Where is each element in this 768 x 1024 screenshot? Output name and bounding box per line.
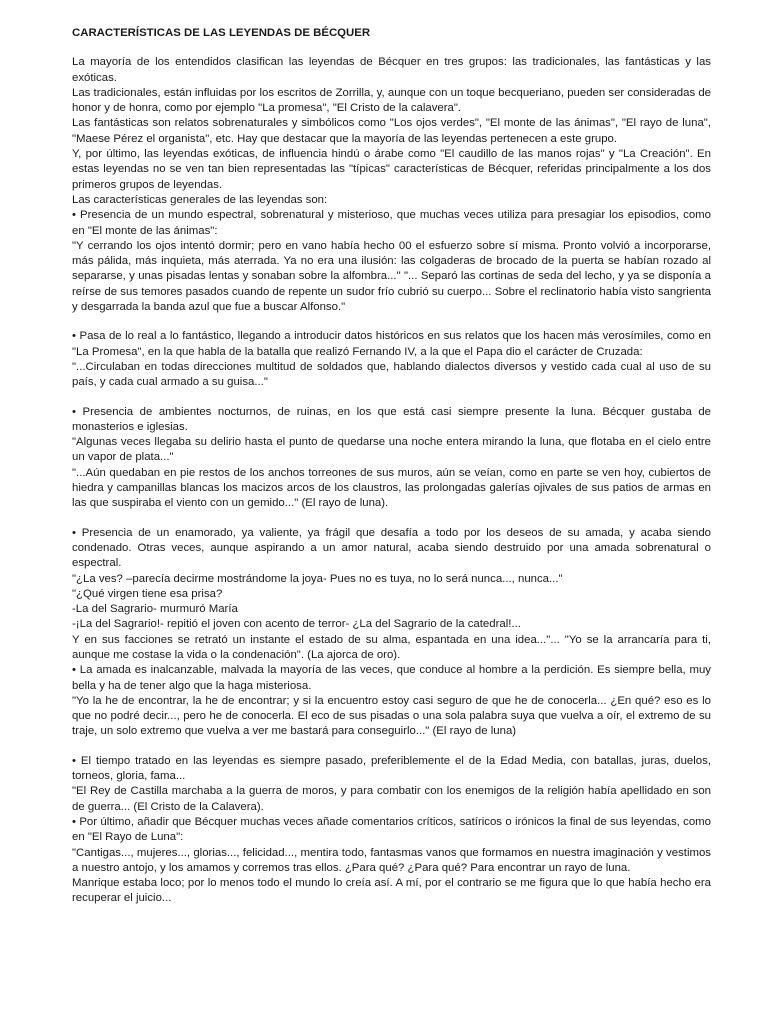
paragraph: Las fantásticas son relatos sobrenaturales y simbólicos como "Los ojos verdes", "El monte de las ánimas", "El rayo de luna", "Maese Pérez el organista", etc. Hay que destacar que la mayoría de las leyendas pertenecen a este grupo. bbox=[72, 117, 711, 145]
paragraph: "...Aún quedaban en pie restos de los anchos torreones de sus muros, aún se veían, como en parte se ven hoy, cubiertos de hiedra y campanillas blancas los macizos arcos de los claustros, las prolongadas galerías ojivales de sus patios de armas en las que suspiraba el viento con un gemido..." (El rayo de luna). bbox=[72, 466, 711, 510]
paragraph: Las tradicionales, están influidas por los escritos de Zorrilla, y, aunque con un toque becqueriano, pueden ser consideradas de honor y de honra, como por ejemplo "La promesa", "El Cristo de la calavera". bbox=[72, 86, 711, 115]
document-body bbox=[72, 55, 711, 906]
paragraph: "El Rey de Castilla marchaba a la guerra de moros, y para combatir con los enemigos de la religión había apellidado en son de guerra... (El Cristo de la Calavera). bbox=[72, 785, 711, 813]
paragraph: "Algunas veces llegaba su delirio hasta el punto de quedarse una noche entera mirando la luna, que flotaba en el cielo entre un vapor de plata..." bbox=[72, 436, 711, 464]
paragraph: Las características generales de las leyendas son: bbox=[72, 193, 328, 206]
paragraph-spacer bbox=[72, 512, 711, 526]
paragraph: "Yo la he de encontrar, la he de encontrar; y si la encuentro estoy casi seguro de que he de conocerla... ¿En qué? eso es lo que no podré decir..., pero he de conocerla. El eco de sus pisadas o una sola palabra suya que vuelva a oír, el extremo de su traje, un solo extremo que vuelva a ver me bastará para conseguirlo..." (El rayo de luna) bbox=[72, 694, 711, 738]
paragraph: Y, por último, las leyendas exóticas, de influencia hindú o árabe como "El caudillo de las manos rojas" y "La Creación". En estas leyendas no se ven tan bien representadas las "típicas" características de Bécquer, referidas principalmente a los dos primeros grupos de leyendas. bbox=[72, 148, 711, 191]
document-page bbox=[72, 26, 711, 907]
paragraph: Y en sus facciones se retrató un instante el estado de su alma, espantada en una idea..."... "Yo se la arrancaría para ti, aunque me costase la vida o la condenación". (La ajorca de oro). bbox=[72, 633, 711, 661]
paragraph: • Por último, añadir que Bécquer muchas veces añade comentarios críticos, satíricos o irónicos la final de sus leyendas, como en "El Rayo de Luna": bbox=[72, 815, 711, 844]
paragraph: "Cantigas..., mujeres..., glorias..., felicidad..., mentira todo, fantasmas vanos que formamos en nuestra imaginación y vestimos a nuestro antojo, y los amamos y corremos tras ellos. ¿Para qué? ¿Para qué? Para encontrar un rayo de luna. bbox=[72, 846, 711, 874]
paragraph: • La amada es inalcanzable, malvada la mayoría de las veces, que conduce al hombre a la perdición. Es siempre bella, muy bella y ha de tener algo que la haga misteriosa. bbox=[72, 664, 711, 692]
paragraph: La mayoría de los entendidos clasifican las leyendas de Bécquer en tres grupos: las tradicionales, las fantásticas y las exóticas. bbox=[72, 56, 711, 84]
paragraph: • Pasa de lo real a lo fantástico, llegando a introducir datos históricos en sus relatos que los hacen más verosímiles, como en "La Promesa", en la que habla de la batalla que realizó Fernando IV, a la que el Papa dio el carácter de Cruzada: bbox=[72, 330, 711, 358]
paragraph-spacer bbox=[72, 740, 711, 754]
paragraph: -¡La del Sagrario!- repitió el joven con acento de terror- ¿La del Sagrario de la catedral!... bbox=[72, 618, 521, 631]
paragraph: "¿La ves? –parecía decirme mostrándome la joya- Pues no es tuya, no lo será nunca..., nunca..." bbox=[72, 572, 563, 585]
paragraph: -La del Sagrario- murmuró María bbox=[72, 603, 238, 616]
paragraph: • El tiempo tratado en las leyendas es siempre pasado, preferiblemente el de la Edad Media, con batallas, juras, duelos, torneos, gloria, fama... bbox=[72, 754, 711, 783]
paragraph: • Presencia de un enamorado, ya valiente, ya frágil que desafía a todo por los deseos de su amada, y acaba siendo condenado. Otras veces, aunque aspirando a un amor natural, acaba siendo destruido por una amada sobrenatural o espectral. bbox=[72, 526, 711, 570]
paragraph: • Presencia de un mundo espectral, sobrenatural y misterioso, que muchas veces utiliza para presagiar los episodios, como en "El monte de las ánimas": bbox=[72, 209, 711, 237]
paragraph: Manrique estaba loco; por lo menos todo el mundo lo creía así. A mí, por el contrario se me figura que lo que había hecho era recuperar el juicio... bbox=[72, 877, 711, 905]
paragraph: • Presencia de ambientes nocturnos, de ruinas, en los que está casi siempre presente la luna. Bécquer gustaba de monasterios e iglesias. bbox=[72, 405, 711, 433]
paragraph-spacer bbox=[72, 315, 711, 329]
paragraph: "...Circulaban en todas direcciones multitud de soldados que, hablando dialectos diversos y vestido cada cual al uso de su país, y cada cual armado a su guisa..." bbox=[72, 360, 711, 389]
paragraph-spacer bbox=[72, 391, 711, 405]
document-title: CARACTERÍSTICAS DE LAS LEYENDAS DE BÉCQUER bbox=[72, 27, 371, 39]
paragraph: "¿Qué virgen tiene esa prisa? bbox=[72, 587, 223, 600]
paragraph: "Y cerrando los ojos intentó dormir; pero en vano había hecho 00 el esfuerzo sobre sí misma. Pronto volvió a incorporarse, más pálida, más inquieta, más aterrada. Ya no era una ilusión: las colgaderas de brocado de la puerta se habían rozado al separarse, y unas pisadas lentas y sonaban sobre la alfombra..." "... Separó las cortinas de seda del lecho, y ya se disponía a reírse de sus temores pasados cuando de repente un sudor frío cubrió su cuerpo... Sobre el reclinatorio había visto sangrienta y desgarrada la banda azul que fue a buscar Alfonso." bbox=[72, 239, 711, 314]
